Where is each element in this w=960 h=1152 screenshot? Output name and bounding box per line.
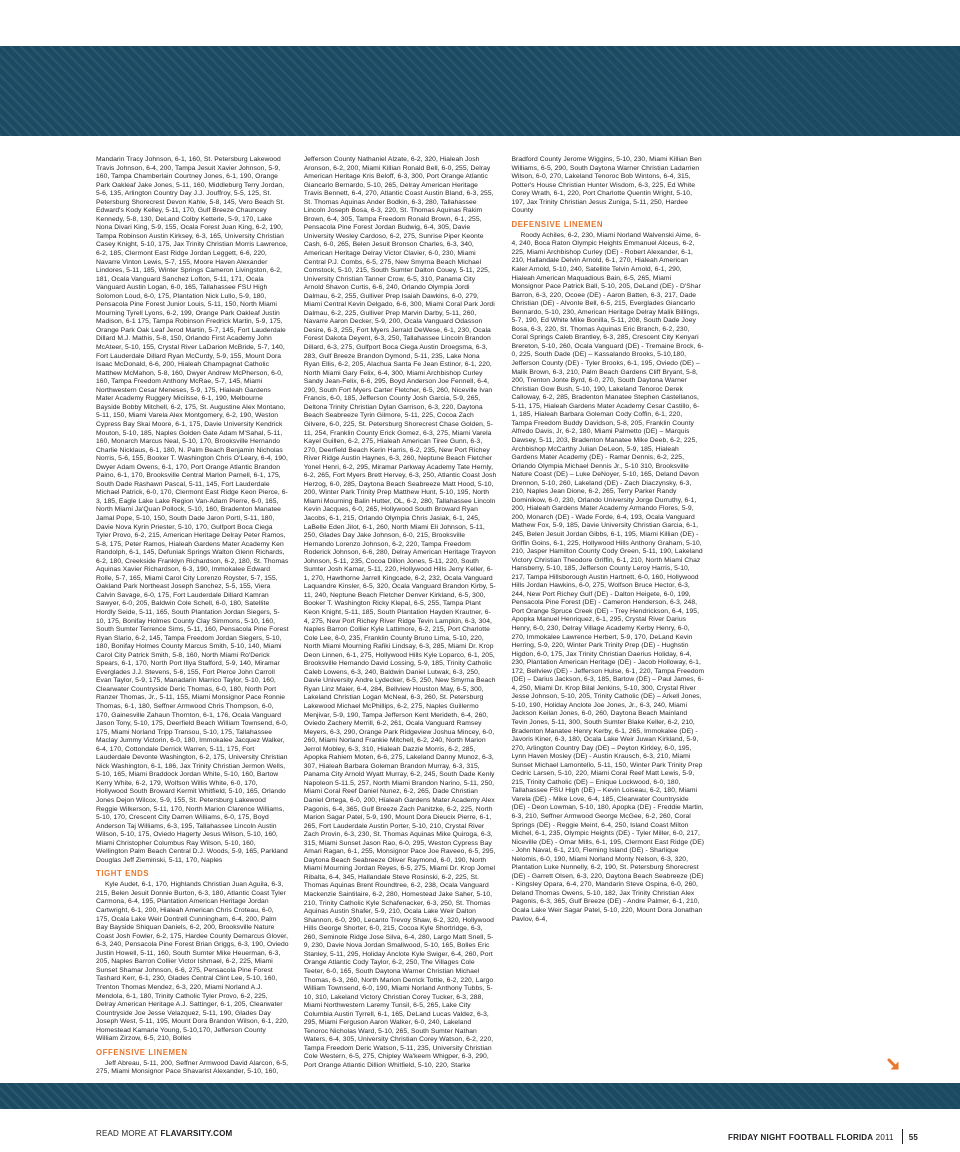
- roster-paragraph-defensive-linemen: Roody Achiles, 6-2, 230, Miami Norland Walvenski Aime, 6-4, 240, Boca Raton Olympic Heights Emmanuel Alceus, 6-2, 225, Miami Archbishop Curley (DE) - Robert Alexander, 6-1, 210, Hallandale Delvin Arnold, 6-1, 270, Hialeah American Kaler Arnold, 5-10, 240, Satellite Telvin Arnold, 6-1, 290, Hialeah American Maquadious Bain, 6-5, 265, Miami Monsignor Pace Patrick Ball, 5-10, 205, DeLand (DE) - D'Shar Barron, 6-3, 220, Ocoee (DE) - Aaron Batten, 6-3, 217, Dade Christian (DE) - Alvonte Bell, 6-5, 215, Everglades Giancarlo Bennardo, 5-10, 230, American Heritage Delray Malik Billings, 5-7, 190, Ed White Mike Bonilla, 5-11, 208, South Dade Joey Bosa, 6-3, 220, St. Thomas Aquinas Eric Branch, 6-2, 230, Coral Springs Caleb Brantley, 6-3, 285, Crescent City Kenyari Brereton, 5-10, 260, Ocala Vanguard (DE) - Tremaine Brock, 6-0, 225, South Dade (DE) – Kassalando Brooks, 5-10,180, Jefferson County (DE) - Tyler Brooks, 6-1, 195, Oviedo (DE) – Malik Brown, 6-3, 210, Palm Beach Gardens Cliff Bryant, 5-8, 200, Trenton Jonte Byrd, 6-0, 270, South Daytona Warner Christian Gow Bush, 5-10, 190, Lakeland Tenoroc Derek Calloway, 6-2, 285, Bradenton Manatee Stephen Castellanos, 5-11, 175, Hialeah Gardens Mater Academy Cesar Castillo, 6-1, 185, Hialeah Barbara Goleman Cody Coffin, 6-1, 220, Tampa Freedom Buddy Davidson, 5-8, 205, Franklin County Alfredo Davis, Jr, 6-2, 180, Miami Palmetto (DE) – Marquis Dawsey, 5-11, 203, Bradenton Manatee Mike Deeb, 6-2, 225, Archbishop McCarthy Julian DeLeon, 5-9, 185, Hialeah Gardens Mater Academy (DE) - Ramar Dennis, 6-2, 225, Orlando Olympia Michael Dennis Jr., 5-10 310, Brooksville Nature Coast (DE) – Luke DeNoyer, 5-10, 165, Deland Devon Drennon, 5-10, 260, Lakeland (DE) - Zach Diaczynsky, 6-3, 210, Naples Jean Dione, 6-2, 265, Terry Parker Randy Dominikow, 6-0, 230, Orlando University Jorge Durruthy, 6-1, 200, Hialeah Gardens Mater Academy Armando Flores, 5-9, 200, Monarch (DE) - Wade Forde, 6-4, 193, Ocala Vanguard Mathew Fox, 5-9, 185, Davie University Christian Garcia, 6-1, 245, Belen Jesuit Jordan Gibbs, 6-1, 195, Miami Killian (DE) - Griffin Goins, 6-1, 225, Hollywood Hills Anthony Graham, 5-10, 210, Jasper Hamilton County Cody Green, 5-11, 190, Lakeland Victory Christian Theodore Griffin, 6-1, 210, North Miami Chaz Hansberry, 5-10, 185, Jefferson County Leroy Harris, 5-10, 217, Tampa Hillsborough Austin Hartnett, 6-0, 160, Hollywood Hills Jordan Hawkins, 6-0, 275, Wolfson Bruce Hector, 6-3, 244, New Port Richey Gulf (DE) - Dalton Heigete, 6-0, 199, Pensacola Pine Forest (DE) - Cameron Henderson, 6-3, 248, Port Orange Spruce Creek (DE) - Trey Hendrickson, 6-4, 195, Apopka Manuel Henriquez, 6-1, 295, Crystal River Darius Henry, 6-0, 230, Delray Village Academy Kerby Henry, 6-0, 270, Immokalee Lawrence Herbert, 5-9, 170, DeLand Kevin Herring, 5-9, 220, Winter Park Trinity Prep (DE) - Hughstin Higdon, 6-0, 175, Jax Trinity Christian Daerius Holiday, 6-4, 230, Plantation American Heritage (DE) - Jacob Holloway, 6-1, 172, Bellview (DE) - Jefferson Hulse, 6-1, 220, Tampa Freedom (DE) – Darius Jackson, 6-3, 185, Bartow (DE) – Paul James, 6-4, 250, Miami Dr. Krop Bilal Jenkins, 5-10, 300, Crystal River Jesse Johnson, 5-10, 205, Trinity Catholic (DE) – Arkell Jones, 5-10, 190, Holiday Anclote Joe Jones, Jr., 6-3, 240, Miami Jackson Keilan Jones, 6-0, 260, Daytona Beach Mainland Tevin Jones, 5-11, 300, South Sumter Blake Keller, 6-2, 210, Bradenton Manatee Henry Kerby, 6-1, 265, Immokalee (DE) - Javoris Kiner, 6-3, 180, Ocala Lake Weir Juwan Kirkland, 5-9, 270, Arlington Country Day (DE) – Peyton Kirkley, 6-0, 195, Lynn Haven Mosley (DE) - Austin Krausch, 6-3, 210, Miami Sunset Michael Lamontello, 5-11, 150, Winter Park Trinity Prep Cedric Larsen, 5-10, 220, Miami Coral Reef Matt Lewis, 5-9, 215, Trinity Catholic (DE) – Enique Lockwood, 6-0, 180, Tallahassee FSU High (DE) – Kevin Loiseau, 6-2, 180, Miami Varela (DE) - Mike Love, 6-4, 185, Clearwater Countryside (DE) - Deon Lowman, 5-10, 180, Apopka (DE) - Freddie Martin, 6-3, 210, Seffner Armwood George McGee, 6-2, 260, Coral Springs (DE) - Reggie Meint, 6-4, 250, Island Coast Milton Michel, 6-1, 235, Olympic Heights (DE) - Tyler Miller, 6-0, 217, Niceville (DE) - Omar Mills, 6-1, 195, Clermont East Ridge (DE) - John Naval, 6-1, 210, Fleming Island (DE) - Sharlique Nelomis, 6-0, 190, Miami Norland Monty Nelson, 6-3, 320, Plantation Luke Nunnelly, 6-2, 190, St. Petersburg Shorecrest (DE) - Garrett Olsen, 6-3, 220, Daytona Beach Seabreeze (DE) - Kingsley Opara, 6-4, 270, Mandarin Steve Ospina, 6-0, 260, Deland Thomas Owens, 5-10, 182, Jax Trinity Christian Alex Pagonis, 6-3, 365, Gulf Breeze (DE) - Andre Palmer, 6-1, 210, Ocala Lake Weir Sagar Patel, 5-10, 220, Mount Dora Jonathan Pavlov, 6-4,: [511, 231, 705, 923]
- roster-paragraph-tight-ends: Kyle Audet, 6-1, 170, Highlands Christian Juan Aguila, 6-3, 215, Belen Jesuit Donnie Burton, 6-3, 180, Atlantic Coast Tyler Carmona, 6-4, 195, Plantation American Heritage Jordan Cartwright, 6-1, 200, Hialeah American Chris Croteau, 6-0, 175, Ocala Lake Weir Dontrell Cunningham, 6-4, 200, Palm Bay Bayside Shiquan Daniels, 6-2, 200, Brooksville Nature Coast Josh Fowler, 6-2, 175, Hardee County Demarcus Glover, 6-3, 240, Pensacola Pine Forest Brian Griggs, 6-3, 190, Oviedo Justin Howell, 5-11, 160, South Sumter Mike Heuerman, 6-3, 205, Naples Barron Collier Victor Ishmael, 6-2, 225, Miami Sunset Shamar Johnson, 6-6, 275, Pensacola Pine Forest Tashard Kerr, 6-1, 230, Glades Central Clint Lee, 5-10, 160, Trenton Thomas Mendez, 6-3, 220, Miami Norland A.J. Mendola, 6-1, 180, Trinity Catholic Tyler Provo, 6-2, 225, Delray American Heritage A.J. Sattinger, 6-1, 205, Clearwater Countryside Joe Jesse Velazquez, 5-11, 190, Glades Day Joseph West, 5-11, 195, Mount Dora Brandon Wilson, 6-1, 220, Homestead Kamarie Young, 5-10,170, Jefferson County William Zirzow, 6-5, 210, Bolles: [96, 881, 289, 1043]
- folio-divider: [902, 1129, 903, 1144]
- header-band: [0, 46, 960, 136]
- footer-folio: [728, 1129, 918, 1144]
- roster-paragraph-offensive-linemen: Jeff Abreau, 5-11, 200, Seffner Armwood David Alarcon, 6-5, 275, Miami Monsignor Pace Shavarist Alexander, 5-10, 160, Jefferson County Nathaniel Alzate, 6-2, 320, Hialeah Josh Aronson, 6-2, 200, Miami Killian Ronald Bell, 6-0, 255, Delray American Heritage Kris Beloff, 6-3, 300, Port Orange Atlantic Giancarlo Bernardo, 5-10, 265, Delray American Heritage Travis Bennett, 6-4, 270, Atlantic Coast Austin Bland, 6-3, 255, St. Thomas Aquinas Ander Bodkin, 6-3, 280, Tallahassee Lincoln Joseph Bosa, 6-3, 220, St. Thomas Aquinas Rakim Brown, 6-4, 305, Tampa Freedom Ronald Brown, 6-1, 255, Pensacola Pine Forest Jordan Budwig, 6-4, 305, Davie University Wesley Cardoso, 6-2, 275, Sunrise Piper Keonte Cash, 6-0, 265, Belen Jesuit Bronson Charles, 6-3, 340, American Heritage Delray Victor Clavier, 6-0, 230, Miami Central P.J. Combs, 6-5, 275, New Smyrna Beach Michael Comstock, 5-10, 215, South Sumter Dalton Couey, 5-11, 225, University Christian Tanner Crow, 6-5, 310, Panama City Arnold Shavon Curtis, 6-6, 240, Orlando Olympia Jordi Dalmau, 6-2, 255, Gulliver Prep Isaiah Dawkins, 6-0, 279, Miami Central Kevin Delgado, 6-6, 300, Miami Coral Park Jordi Dalmau, 6-2, 225, Gulliver Prep Marvin Darby, 5-11, 260, Navarre Aaron Decker, 5-9, 200, Ocala Vanguard Odasson Desire, 6-3, 255, Fort Myers Jerrald DeWese, 6-1, 230, Ocala Forest Dakota Deyent, 6-3, 250, Tallahassee Lincoln Brandon Dillard, 6-3, 275, Gulfport Boca Ciega Austin Droegsma, 6-3, 283, Gulf Breeze Brandon Dymond, 5-11, 235, Lake Nona Ryan Ellis, 6-2, 205, Alachua Santa Fe Jean Estinor, 6-1, 220, North Miami Gary Felix, 6-4, 300, Miami Archbishop Curley Sandy Jean-Felix, 6-6, 295, Boyd Anderson Joe Fennell, 6-4, 290, South Fort Myers Carter Fletcher, 6-5, 260, Niceville Ivan Francis, 6-0, 185, Jefferson County Josh Garcia, 5-9, 265, Deltona Trinity Christian Dylan Garrison, 6-3, 220, Daytona Beach Seabreeze Tyrin Gilmore, 5-11, 225, Cocoa Zach Gilvere, 6-0, 225, St. Petersburg Shorecrest Chase Golden, 5-11, 254, Franklin County Erick Gomez, 6-3, 275, Miami Varela Kayel Guillen, 6-2, 275, Hialeah American Tiree Gunn, 6-3, 270, Deerfield Beach Kerin Harris, 6-2, 235, New Port Richey River Ridge Austin Haynes, 6-3, 260, Neptune Beach Fletcher Yonel Henri, 6-2, 295, Miramar Parkway Academy Tate Hernly, 6-2, 265, Fort Myers Brett Hervey, 6-3, 250, Atlantic Coast Josh Herzog, 6-0, 285, Daytona Beach Seabreeze Matt Hood, 5-10, 200, Winter Park Trinity Prep Matthew Hunt, 5-10, 195, North Miami Mourning Balin Hutter, OL, 6-2, 280, Tallahassee Lincoln Kevin Jacques, 6-0, 265, Hollywood South Broward Ryan Jacobs, 6-1, 215, Orlando Olympia Chris Jasiak, 6-1, 245, LaBelle Eden Jilot, 6-1, 260, North Miami Eli Johnson, 5-11, 250, Glades Day Jake Johnson, 6-0, 215, Brooksville Hernando Lorenzo Johnson, 6-2, 220, Tampa Freedom Roderick Johnson, 6-6, 280, Delray American Heritage Trayvon Johnson, 5-11, 235, Cocoa Dillon Jones, 5-11, 220, South Sumter Josh Kamar, 5-11, 220, Hollywood Hills Jerry Keller, 6-1, 270, Hawthorne Jarrell Kingcade, 6-2, 232, Ocala Vanguard Laquandre Kinsler, 6-5, 320, Ocala Vanguard Brandon Kirby, 5-11, 240, Neptune Beach Fletcher Denver Kirkland, 6-5, 300, Booker T. Washington Ricky Klepal, 6-5, 255, Tampa Plant Keon Knight, 5-11, 185, South Plantation Hayden Krautner, 6-4, 275, New Port Richey River Ridge Tevin Lampkin, 6-3, 304, Naples Barron Collier Kyle Lattimore, 6-2, 215, Port Charlotte Cole Lee, 6-0, 235, Franklin County Bruno Lima, 5-10, 220, North Miami Mourning Rafiki Lindsay, 6-3, 285, Miami Dr. Krop Deon Linnen, 6-1, 275, Hollywood Hills Kyle Loparco, 6-1, 205, Brooksville Hernando David Lossing, 5-9, 185, Trinity Catholic Caleb Lowens, 6-3, 240, Baldwin Daniel Lutwak, 6-3, 250, Davie University Andre Lydecker, 6-5, 250, New Smyrna Beach Ryan Linz Maier, 6-4, 284, Bellview Houston May, 6-5, 300, Lakeland Christian Logan McNeal, 6-3, 260, St. Petersburg Lakewood Michael McPhillips, 6-2, 275, Naples Guillermo Menjivar, 5-9, 190, Tampa Jefferson Kent Merideth, 6-4, 260, Oviedo Zachery Merrill, 6-2, 261, Ocala Vanguard Ramsey Meyers, 6-3, 290, Orange Park Ridgeview Joshua Mincey, 6-0, 260, Miami Norland Frankie Mitchell, 6-2, 240, North Marion Jerrol Mobley, 6-3, 310, Hialeah Dazzie Morris, 6-2, 285, Apopka Rahiem Moten, 6-6, 275, Lakeland Danny Munoz, 6-3, 307, Hialeah Barbara Goleman Brandon Murray, 6-3, 315, Panama City Arnold Wyatt Murray, 6-2, 245, South Dade Kenly Napoleon 5-11.5, 257, North Miami Brandon Narino, 5-11, 250, Miami Coral Reef Daniel Nunez, 6-2, 265, Dade Christian Daniel Ortega, 6-0, 200, Hialeah Gardens Mater Academy Alex Pagonis, 6-4, 365, Gulf Breeze Zach Panitzke, 6-2, 225, North Marion Sagar Patel, 5-9, 190, Mount Dora Dieucix Pierre, 6-1, 265, Fort Lauderdale Austin Porter, 5-10, 210, Crystal River Zach Provin, 6-3, 230, St. Thomas Aquinas Mike Quiroga, 6-3, 315, Miami Sunset Jason Rao, 6-0, 295, Weston Cypress Bay Amari Ragan, 6-1, 255, Monsignor Pace Joe Raveeo, 6-5, 295, Daytona Beach Seabreeze Oliver Raymond, 6-0, 190, North Miami Mourning Jordan Reyes, 6-5, 275, Miami Dr. Krop Jomel Ribalta, 6-4, 345, Hallandale Steve Rosinski, 6-2, 225, St. Thomas Aquinas Brent Roundtree, 6-2, 238, Ocala Vanguard Mackenzie Saintilaire, 6-2, 280, Homestead Jake Saher, 5-10, 210, Trinity Catholic Kyle Schafenacker, 6-3, 250, St. Thomas Aquinas Austin Shafer, 5-9, 210, Ocala Lake Weir Dalton Shannon, 6-0, 290, Lecanto Trevoy Shaw, 6-2, 320, Hollywood Hills George Shorter, 6-0, 215, Cocoa Kyle Shortridge, 6-3, 260, Seminole Ridge Jose Silva, 6-4, 280, Largo Matt Snell, 5-9, 230, Davie Nova Jordan Smallwood, 5-10, 165, Bolles Eric Stanley, 5-11, 295, Holiday Anclote Kyle Swiger, 6-4, 260, Port Orange Atlantic Cody Taylor, 6-2, 250, The Villages Cole Teeter, 6-0, 165, South Daytona Warner Christian Michael Thomas, 6-3, 260, North Marion Derrick Tottle, 6-2, 220, Largo William Townsend, 6-0, 190, Miami Norland Anthony Tubbs, 5-10, 310, Lakeland Victory Christian Corey Tucker, 6-3, 288, Miami Northwestern Laremy Tunsil, 6-5, 265, Lake City Columbia Austin Tyrrell, 6-1, 165, DeLand Lucas Valdez, 6-3, 295, Miami Ferguson Aaron Walker, 6-0, 240, Lakeland Tenoroc Nicholas Ward, 5-10, 265, South Sumter Nathan Waters, 6-4, 305, University Christian Corey Watson, 6-2, 220, Tampa Freedom Deric Watson, 5-11, 235, University Christian Cole Western, 6-5, 275, Chipley Wa'keem Whigper, 6-3, 290, Port Orange Atlantic Dillion Whitfield, 5-10, 220, Starke Bradford County Jerome Wiggins, 5-10, 230, Miami Killian Ben Williams, 6-5, 290, South Daytona Warner Christian Ladarrien Wilson, 6-0, 270, Lakeland Tenoroc Bob Wintons, 6-4, 315, Potter's House Christian Hunter Wisdom, 6-3, 225, Ed White Corey Wrath, 6-1, 220, Port Charlotte Quentin Wright, 5-10, 197, Jax Trinity Christian Jesus Zuniga, 5-11, 250, Hardee County: [96, 156, 702, 1076]
- article-body: [96, 156, 912, 1078]
- publication-year: 2011: [873, 1133, 894, 1142]
- footer-read-more: [96, 1129, 232, 1139]
- roster-paragraph: Mandarin Tracy Johnson, 6-1, 160, St. Petersburg Lakewood Travis Johnson, 6-4, 200, Tampa Jesuit Xavier Johnson, 5-9, 160, Tampa Chamberlain Courtney Jones, 6-1, 190, Orange Park Oakleaf Jake Jones, 5-11, 160, Middleburg Terry Jordan, 5-6, 135, Arlington Country Day J.J. Jouffroy, 5-5, 125, St. Petersburg Shorecrest Devon Kahle, 5-8, 145, Vero Beach St. Edward's Kody Kelley, 5-11, 170, Gulf Breeze Chauncey Kennedy, 5-8, 130, DeLand Colby Ketterle, 5-9, 170, Lake Nona Divari King, 5-9, 155, Ocala Forest Juan King, 6-2, 190, Tampa Robinson Austin Kirksey, 6-3, 165, University Christian Casey Knight, 5-10, 175, Jax Trinity Christian Morris Lawrence, 6-2, 185, Clermont East Ridge Jordan Leggett, 6-6, 220, Navarre Vinton Lewis, 5-7, 155, Moore Haven Alexander Lindores, 5-11, 185, Winter Springs Cameron Livingston, 6-2, 181, Ocala Vanguard Sanchez Lofton, 5-11, 171, Ocala Vanguard Austin Logan, 6-0, 165, Tallahassee FSU High Solomon Loud, 6-0, 175, Plantation Nick Lullo, 5-9, 180, Pensacola Pine Forest Junior Louis, 5-11, 150, North Miami Mourning Tyrell Lyons, 6-2, 199, Orange Park Oakleaf Justin Madison, 6-1 175, Tampa Robinson Fredrick Martin, 5-9, 175, Orange Park Oak Leaf Jerod Martin, 5-7, 145, Fort Lauderdale Dillard M.J. Mathis, 5-8, 150, Orlando First Academy John McAteer, 5-10, 155, Crystal River LaDarion McBride, 5-7, 140, Fort Lauderdale Dillard Ryan McCurdy, 5-9, 155, Mount Dora Isaac McDonald, 6-6, 200, Hialeah Champagnat Catholic Matthew McMahon, 5-8, 160, Dwyer Andrew McPherson, 6-0, 160, Tampa Freedom Anthony McRae, 5-7, 145, Miami Northwestern Cesar Meneses, 5-9, 175, Hialeah Gardens Mater Academy Ruggery Micilsse, 6-1, 190, Melbourne Bayside Bobby Mitchell, 6-2, 175, St. Augustine Alex Montano, 5-11, 150, Miami Varela Alex Montgomery, 6-2, 190, Weston Cypress Bay Skai Moore, 6-1, 175, Davie University Kendrick Mouton, 5-10, 185, Naples Golden Gate Adam M'Sahal, 5-11, 160, Monarch Marcus Neal, 5-10, 170, Brooksville Hernando Charlie Nicklaus, 6-1, 180, N. Palm Beach Benjamin Nicholas Norris, 5-6, 155, Booker T. Washington Chris O'Leary, 6-4, 190, Dwyer Adam Owens, 6-1, 170, Port Orange Atlantic Brandon Paino, 6-1, 170, Brooksville Central Marlon Parnell, 6-1, 175, South Dade Rashawn Pascal, 5-11, 145, Fort Lauderdale Michael Patrick, 6-0, 170, Clermont East Ridge Keon Pierce, 6-3, 185, Eagle Lake Lake Region Van-Adam Pierre, 6-0, 165, North Miami Ja'Quan Pollock, 5-10, 160, Bradenton Manatee Jamal Pope, 5-10, 150, South Dade Jaron Portl, 5-11, 180, Davie Nova Kyrin Priester, 5-10, 170, Gulfport Boca Ciega Tyler Provo, 6-2, 215, American Heritage Delray Peter Ramos, 5-8, 175, Peter Ramos, Hialeah Gardens Mater Academy Ken Randolph, 6-1, 145, Defuniak Springs Walton Glenn Richards, 6-2, 180, Creekside Franklyn Richardson, 6-2, 180, St. Thomas Aquinas Xavier Richardson, 6-3, 190, Immokalee Edward Rolle, 5-7, 165, Miami Carol City Lorenzo Royster, 5-7, 155, Oakland Park Northeast Joseph Sanchez, 5-5, 155, Viera Calvin Savage, 6-0, 175, Fort Lauderdale Dillard Kamran Sawyer, 6-0, 205, Baldwin Cole Schell, 6-0, 180, Satellite Hordly Seide, 5-11, 165, South Plantation Jordan Siegers, 5-10, 175, Bonifay Holmes County Clay Simmons, 5-10, 160, South Sumter Terrence Sims, 5-11, 160, Pensacola Pine Forest Ryan Slario, 6-2, 145, Tampa Freedom Jordan Siegers, 5-10, 180, Bonifay Holmes County Marcus Smith, 5-10, 140, Miami Carol City Patrick Smith, 5-8, 160, North Miami Ro'Derick Spears, 6-1, 170, North Port Illya Stafford, 5-9, 140, Miramar Everglades J.J. Stevens, 5-6, 155, Fort Pierce John Carroll Evan Taylor, 5-9, 175, Manadarin Marrico Taylor, 5-10, 160, Clearwater Countryside Deric Thomas, 6-0, 180, North Port Ranzer Thomas, Jr., 5-11, 155, Miami Monsignor Pace Ronnie Thomas, 6-1, 180, Seffner Armwood Chris Thompson, 6-0, 170, Gainesville Zahaun Thornton, 6-1, 176, Ocala Vanguard Jason Tony, 5-10, 175, Deerfield Beach William Townsend, 6-0, 175, Miami Norland Tripp Transou, 5-10, 175, Tallahassee Maclay Jummy Victorin, 6-0, 180, Immokalee Jacquez Walker, 6-4, 170, Cottondale Derrick Warren, 5-11, 175, Fort Lauderdale Devonte Washington, 6-2, 175, University Christian Nick Washington, 6-1, 186, Jax Trinity Christian Jermon Wells, 5-10, 165, Miami Braddock Jordan White, 5-10, 160, Bartow Kerry White, 6-2, 179, Wolfson Willis White, 6-0, 170, Hollywood South Broward Kermit Whitfield, 5-10, 165, Orlando Jones Dejon Wilcox, 5-9, 155, St. Petersburg Lakewood Reggie Wilkerson, 5-11, 170, North Marion Clarence Williams, 5-10, 170, Crescent City Darren Williams, 6-0, 175, Boyd Anderson Taj Williams, 6-3, 195, Tallahassee Lincoln Austin Wilson, 5-10, 175, Oviedo Hagerty Jesus Wilson, 5-10, 160, Miami Christopher Columbus Ray Wilson, 5-10, 160, Wellington Palm Beach Central D.J. Woods, 5-9, 165, Parkland Douglas Jeff Zieminski, 5-11, 170, Naples: [96, 156, 289, 864]
- page-number: 55: [908, 1133, 918, 1142]
- website-link[interactable]: FLAVARSITY.COM: [160, 1129, 233, 1138]
- arrow-down-right-icon: [887, 1058, 901, 1072]
- publication-name: FRIDAY NIGHT FOOTBALL FLORIDA: [728, 1133, 874, 1142]
- footer-band: [0, 1083, 960, 1109]
- section-heading-tight-ends: TIGHT ENDS: [96, 869, 150, 879]
- section-heading-defensive-linemen: DEFENSIVE LINEMEN: [511, 219, 604, 229]
- read-more-label: READ MORE AT: [96, 1129, 161, 1138]
- section-heading-offensive-linemen: OFFENSIVE LINEMEN: [96, 1047, 188, 1057]
